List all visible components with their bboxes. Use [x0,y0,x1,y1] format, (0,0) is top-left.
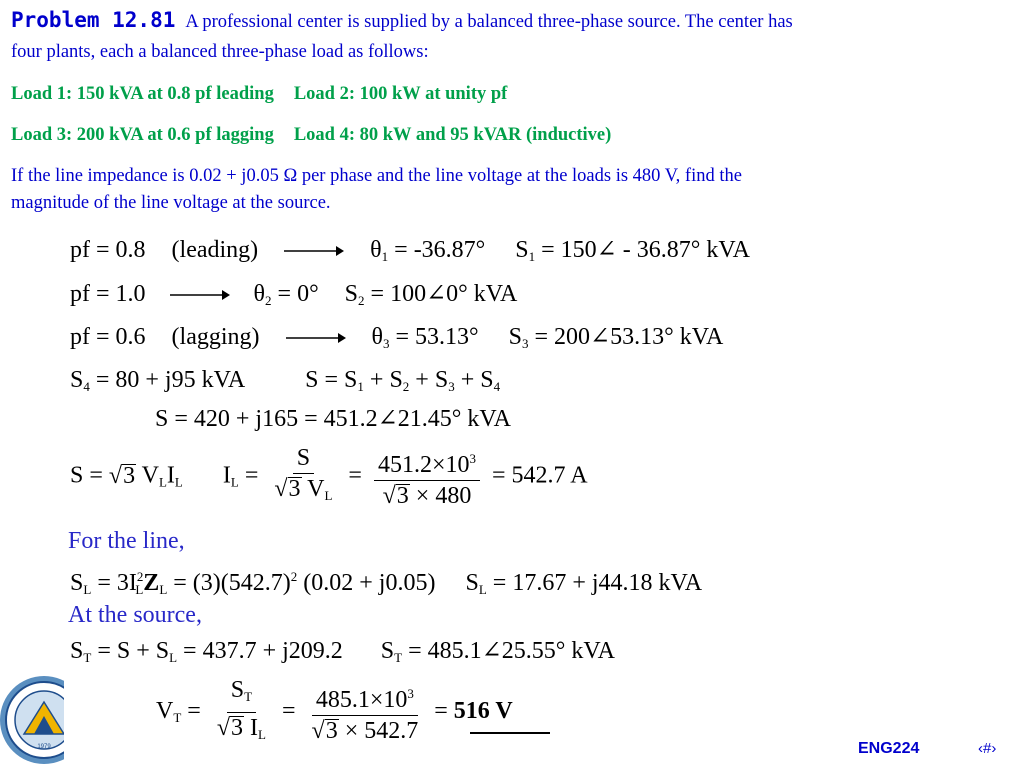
il-symbol: I [244,715,259,741]
fraction-denominator: √3 × 542.7 [311,718,419,744]
v-symbol: V [136,462,159,489]
sl-subscript: L [169,650,178,665]
st-symbol: S [70,638,84,664]
numerator-value: 485.1×10 [315,687,408,713]
power-symbol: S [344,281,359,307]
given-line-2: magnitude of the line voltage at the source. [11,193,331,213]
solution-row-7 [70,563,702,604]
pf-value: pf = 0.6 [70,324,146,350]
arrow-right-icon [284,244,344,258]
load-4: Load 4: 80 kW and 95 kVAR (inductive) [293,125,612,145]
sqrt-radicand: 3 [231,715,244,741]
power-subscript: 3 [522,336,529,351]
power-symbol: S [508,324,523,350]
exponent: 3 [407,686,414,701]
final-answer: 516 V [453,698,513,725]
arrow-right-icon [286,331,346,345]
sl-subscript: L [83,582,92,597]
fraction-numerator [227,677,256,713]
sl-symbol: S [70,570,84,596]
numerator-value: 451.2×10 [377,451,470,478]
problem-intro-line-2: four plants, each a balanced three-phase load as follows: [11,42,429,62]
theta-subscript: 2 [265,293,272,308]
i-subscript: L [174,474,183,490]
st-sum: = S + S [91,638,170,664]
sqrt-3: √3 [108,462,136,489]
power-subscript: 2 [358,293,365,308]
power-symbol: S [515,237,529,263]
power-value: = 80 + j95 kVA [89,367,246,393]
three-i: = 3I [91,570,137,596]
power-value: = 100∠0° kVA [364,281,518,307]
fraction-s-over-sqrt3-vl [270,445,336,509]
solution-row-3 [70,323,723,358]
fraction-numeric [308,681,423,744]
line-calc: = (3)(542.7) [167,570,291,596]
loads-row-2 [11,125,611,146]
problem-title: Problem 12.81 [11,8,176,32]
problem-intro-line-1 [11,8,793,34]
theta-symbol: θ [371,324,384,350]
exponent: 3 [469,450,476,466]
v-subscript: L [324,488,333,503]
st-symbol: S [380,638,395,664]
fraction-denominator: √3 $I_L$ [216,715,266,742]
solution-row-2 [70,280,517,315]
sqrt-radicand: 3 [396,482,409,509]
pf-value: pf = 0.8 [70,237,146,263]
theta-value: = 53.13° [389,324,479,350]
st-polar: = 485.1∠25.55° kVA [402,638,615,664]
given-line-1: If the line impedance is 0.02 + j0.05 Ω per phase and the line voltage at the loads is 480 V, find the [11,166,742,186]
load-1: Load 1: 150 kVA at 0.8 pf leading [11,84,274,104]
fraction-numerator: S [293,445,314,474]
load-3: Load 3: 200 kVA at 0.6 pf lagging [11,125,274,145]
z-subscript: L [159,582,168,597]
solution-row-9 [156,677,513,748]
theta-subscript: 3 [383,336,390,351]
sum-sub-2: 2 [402,379,410,394]
theta-symbol: θ [253,281,266,307]
sqrt-radicand: 3 [123,462,136,489]
st-symbol: S [230,677,245,703]
v-subscript: L [158,474,167,490]
v-symbol: V [301,476,325,502]
university-logo [0,672,64,768]
page-number: ‹#› [978,740,997,757]
solution-row-1 [70,236,750,271]
course-code: ENG224 [858,740,920,757]
pf-type: (lagging) [171,324,260,350]
sum-term-2: + S [363,367,403,393]
power-subscript: 4 [83,379,90,394]
z-symbol: Z [143,570,160,596]
s-lhs: S = [70,462,109,489]
fraction-st-over-sqrt3-il [213,677,270,748]
power-symbol: S [70,367,84,393]
theta-symbol: θ [370,237,382,263]
fraction-numerator [312,681,418,716]
university-seal-icon [0,672,64,768]
theta-subscript: 1 [381,249,389,264]
denominator-value: × 542.7 [338,718,419,744]
equals: = [342,462,368,489]
sl-value: = 17.67 + j44.18 kVA [486,570,703,596]
fraction-numeric [374,446,480,509]
fraction-denominator: √3 × 480 [382,482,472,509]
solution-row-5: S = 420 + j165 = 451.2∠21.45° kVA [155,406,511,432]
denominator-value: × 480 [409,482,472,509]
equals: = [238,462,265,489]
problem-intro-text-1: A professional center is supplied by a balanced three-phase source. The center has [185,12,793,32]
il-subscript: L [258,727,266,742]
solution-row-8 [70,637,615,672]
solution-row-4 [70,366,500,401]
i-subscript: L [135,582,144,597]
arrow-right-icon [170,288,230,302]
sqrt-radicand: 3 [288,476,301,502]
section-label-source: At the source, [68,602,202,628]
sum-sub-4: 4 [493,379,501,394]
exponent: 2 [290,569,298,584]
power-value: = 200∠53.13° kVA [528,324,724,350]
fraction-numerator [374,446,480,481]
sl-symbol: S [465,570,479,596]
equals: = [181,698,207,725]
il-subscript: L [230,474,239,490]
pf-type: (leading) [171,237,259,263]
st-subscript: T [83,650,92,665]
section-label-line: For the line, [68,528,185,554]
sum-term-3: + S [409,367,449,393]
theta-value: = -36.87° [388,237,486,263]
power-value: = 150∠ - 36.87° kVA [535,237,750,263]
st-subscript: T [244,689,253,704]
il-symbol: I [222,462,231,489]
exponent: 2 [136,569,144,584]
sum-sub-1: 1 [357,379,364,394]
equals: = [428,698,454,725]
equals: = [275,698,302,725]
solution-row-6 [70,445,588,509]
loads-row-1 [11,84,507,105]
power-subscript: 1 [528,249,536,264]
current-result: = 542.7 A [486,462,588,489]
vt-subscript: T [173,710,182,726]
load-2: Load 2: 100 kW at unity pf [293,84,508,104]
theta-value: = 0° [271,281,319,307]
line-impedance: (0.02 + j0.05) [297,570,436,596]
final-answer-underline [470,732,550,734]
st-rect: = 437.7 + j209.2 [177,638,343,664]
i-symbol: I [166,462,175,489]
sum-lhs: S = S [305,367,358,393]
sum-term-4: + S [454,367,494,393]
fraction-denominator: √3 $V_L$ [274,476,333,503]
vt-symbol: V [156,698,174,725]
logo-year: 1979 [37,744,51,750]
st-subscript: T [394,650,403,665]
pf-value: pf = 1.0 [70,281,146,307]
sum-sub-3: 3 [448,379,455,394]
sl-subscript: L [478,582,487,597]
sqrt-radicand: 3 [325,718,338,744]
